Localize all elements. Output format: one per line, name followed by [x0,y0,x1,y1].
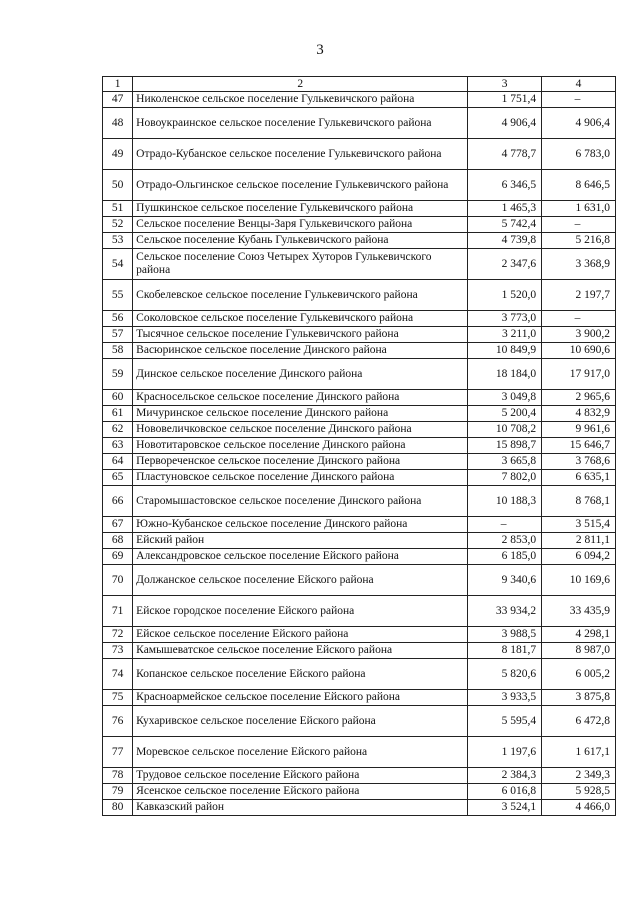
value-col-4: 5 216,8 [542,233,616,249]
value-col-3: 15 898,7 [468,438,542,454]
row-number: 64 [103,454,133,470]
value-col-4: 10 690,6 [542,343,616,359]
settlement-name: Тысячное сельское поселение Гулькевичского района [133,327,468,343]
value-col-4: 2 197,7 [542,280,616,311]
settlement-name: Старомышастовское сельское поселение Динского района [133,486,468,517]
row-number: 49 [103,139,133,170]
value-col-3: 6 346,5 [468,170,542,201]
row-number: 67 [103,517,133,533]
value-col-4: 4 906,4 [542,108,616,139]
allocation-table [102,76,616,816]
value-col-4: 9 961,6 [542,422,616,438]
value-col-4: 10 169,6 [542,565,616,596]
settlement-name: Кухаривское сельское поселение Ейского района [133,706,468,737]
value-col-4: 4 832,9 [542,406,616,422]
row-number: 79 [103,784,133,800]
table-row [103,533,616,549]
value-col-4: 3 900,2 [542,327,616,343]
settlement-name: Копанское сельское поселение Ейского района [133,659,468,690]
table-row [103,800,616,816]
settlement-name: Красноармейское сельское поселение Ейского района [133,690,468,706]
row-number: 68 [103,533,133,549]
value-col-4: 3 768,6 [542,454,616,470]
value-col-3: 10 849,9 [468,343,542,359]
table-row [103,565,616,596]
settlement-name: Пластуновское сельское поселение Динского района [133,470,468,486]
settlement-name: Пушкинское сельское поселение Гулькевичского района [133,201,468,217]
value-col-3: 9 340,6 [468,565,542,596]
table-row [103,280,616,311]
row-number: 62 [103,422,133,438]
value-col-4: 17 917,0 [542,359,616,390]
value-col-4: 4 298,1 [542,627,616,643]
value-col-4: 6 005,2 [542,659,616,690]
table-row [103,343,616,359]
table-row [103,549,616,565]
settlement-name: Ейский район [133,533,468,549]
table-row [103,486,616,517]
row-number: 65 [103,470,133,486]
table-row [103,784,616,800]
value-col-3: 5 200,4 [468,406,542,422]
table-row [103,690,616,706]
value-col-3: 1 751,4 [468,92,542,108]
value-col-4: 8 987,0 [542,643,616,659]
row-number: 63 [103,438,133,454]
value-col-4: 15 646,7 [542,438,616,454]
column-header-3: 3 [468,77,542,92]
settlement-name: Трудовое сельское поселение Ейского района [133,768,468,784]
value-col-3: 10 188,3 [468,486,542,517]
row-number: 76 [103,706,133,737]
value-col-3: 1 520,0 [468,280,542,311]
value-col-3: 5 595,4 [468,706,542,737]
row-number: 75 [103,690,133,706]
row-number: 47 [103,92,133,108]
row-number: 72 [103,627,133,643]
value-col-4: 3 875,8 [542,690,616,706]
table-row [103,139,616,170]
row-number: 71 [103,596,133,627]
table-row [103,201,616,217]
settlement-name: Сельское поселение Союз Четырех Хуторов Гулькевичского района [133,249,468,280]
table-row [103,406,616,422]
settlement-name: Первореченское сельское поселение Динского района [133,454,468,470]
column-header-1: 1 [103,77,133,92]
settlement-name: Соколовское сельское поселение Гулькевичского района [133,311,468,327]
settlement-name: Отрадо-Ольгинское сельское поселение Гулькевичского района [133,170,468,201]
value-col-4: – [542,217,616,233]
value-col-3: 3 211,0 [468,327,542,343]
value-col-4: 6 472,8 [542,706,616,737]
value-col-4: 6 783,0 [542,139,616,170]
page-number: 3 [316,42,324,58]
table-row [103,390,616,406]
value-col-3: 4 906,4 [468,108,542,139]
table-row [103,768,616,784]
row-number: 73 [103,643,133,659]
value-col-3: 7 802,0 [468,470,542,486]
value-col-3: 4 739,8 [468,233,542,249]
column-header-2: 2 [133,77,468,92]
table-row [103,170,616,201]
value-col-3: 4 778,7 [468,139,542,170]
value-col-3: 3 773,0 [468,311,542,327]
value-col-3: 3 049,8 [468,390,542,406]
value-col-3: 3 988,5 [468,627,542,643]
value-col-3: 1 197,6 [468,737,542,768]
value-col-4: 8 646,5 [542,170,616,201]
value-col-3: 8 181,7 [468,643,542,659]
value-col-3: 1 465,3 [468,201,542,217]
table-row [103,454,616,470]
settlement-name: Новоукраинское сельское поселение Гулькевичского района [133,108,468,139]
row-number: 69 [103,549,133,565]
value-col-4: 3 515,4 [542,517,616,533]
value-col-3: 18 184,0 [468,359,542,390]
row-number: 51 [103,201,133,217]
row-number: 59 [103,359,133,390]
value-col-3: 5 742,4 [468,217,542,233]
settlement-name: Александровское сельское поселение Ейского района [133,549,468,565]
table-row [103,596,616,627]
table-row [103,438,616,454]
settlement-name: Новотитаровское сельское поселение Динского района [133,438,468,454]
settlement-name: Скобелевское сельское поселение Гулькевичского района [133,280,468,311]
table-row [103,249,616,280]
value-col-4: – [542,311,616,327]
value-col-4: 1 617,1 [542,737,616,768]
value-col-3: 3 524,1 [468,800,542,816]
row-number: 70 [103,565,133,596]
settlement-name: Должанское сельское поселение Ейского района [133,565,468,596]
table-row [103,92,616,108]
row-number: 78 [103,768,133,784]
value-col-4: 6 635,1 [542,470,616,486]
row-number: 66 [103,486,133,517]
row-number: 57 [103,327,133,343]
settlement-name: Моревское сельское поселение Ейского района [133,737,468,768]
column-header-4: 4 [542,77,616,92]
settlement-name: Южно-Кубанское сельское поселение Динского района [133,517,468,533]
value-col-3: 3 933,5 [468,690,542,706]
settlement-name: Отрадо-Кубанское сельское поселение Гулькевичского района [133,139,468,170]
value-col-3: 10 708,2 [468,422,542,438]
table-row [103,659,616,690]
value-col-4: 2 349,3 [542,768,616,784]
settlement-name: Динское сельское поселение Динского района [133,359,468,390]
row-number: 74 [103,659,133,690]
table-row [103,643,616,659]
settlement-name: Ейское городское поселение Ейского района [133,596,468,627]
value-col-3: 3 665,8 [468,454,542,470]
settlement-name: Николенское сельское поселение Гулькевичского района [133,92,468,108]
table-row [103,108,616,139]
value-col-4: 6 094,2 [542,549,616,565]
value-col-4: 3 368,9 [542,249,616,280]
settlement-name: Кавказский район [133,800,468,816]
table-row [103,470,616,486]
table-row [103,327,616,343]
row-number: 56 [103,311,133,327]
value-col-4: 33 435,9 [542,596,616,627]
row-number: 53 [103,233,133,249]
table-row [103,737,616,768]
value-col-3: 2 384,3 [468,768,542,784]
row-number: 80 [103,800,133,816]
row-number: 60 [103,390,133,406]
table-row [103,217,616,233]
table-header-row [103,77,616,92]
settlement-name: Ейское сельское поселение Ейского района [133,627,468,643]
table-row [103,422,616,438]
value-col-4: 2 965,6 [542,390,616,406]
row-number: 77 [103,737,133,768]
value-col-3: – [468,517,542,533]
row-number: 50 [103,170,133,201]
value-col-4: 2 811,1 [542,533,616,549]
value-col-4: 1 631,0 [542,201,616,217]
settlement-name: Сельское поселение Венцы-Заря Гулькевичского района [133,217,468,233]
table-row [103,627,616,643]
settlement-name: Васюринское сельское поселение Динского района [133,343,468,359]
value-col-4: – [542,92,616,108]
value-col-3: 6 016,8 [468,784,542,800]
table-row [103,706,616,737]
row-number: 55 [103,280,133,311]
settlement-name: Мичуринское сельское поселение Динского района [133,406,468,422]
settlement-name: Ясенское сельское поселение Ейского района [133,784,468,800]
row-number: 48 [103,108,133,139]
table-row [103,233,616,249]
value-col-3: 6 185,0 [468,549,542,565]
value-col-4: 8 768,1 [542,486,616,517]
value-col-4: 4 466,0 [542,800,616,816]
row-number: 61 [103,406,133,422]
row-number: 58 [103,343,133,359]
value-col-3: 2 347,6 [468,249,542,280]
settlement-name: Нововеличковское сельское поселение Динского района [133,422,468,438]
table-row [103,311,616,327]
table-row [103,359,616,390]
value-col-4: 5 928,5 [542,784,616,800]
row-number: 54 [103,249,133,280]
value-col-3: 5 820,6 [468,659,542,690]
settlement-name: Камышеватское сельское поселение Ейского района [133,643,468,659]
row-number: 52 [103,217,133,233]
value-col-3: 2 853,0 [468,533,542,549]
table-row [103,517,616,533]
settlement-name: Красносельское сельское поселение Динского района [133,390,468,406]
value-col-3: 33 934,2 [468,596,542,627]
settlement-name: Сельское поселение Кубань Гулькевичского района [133,233,468,249]
